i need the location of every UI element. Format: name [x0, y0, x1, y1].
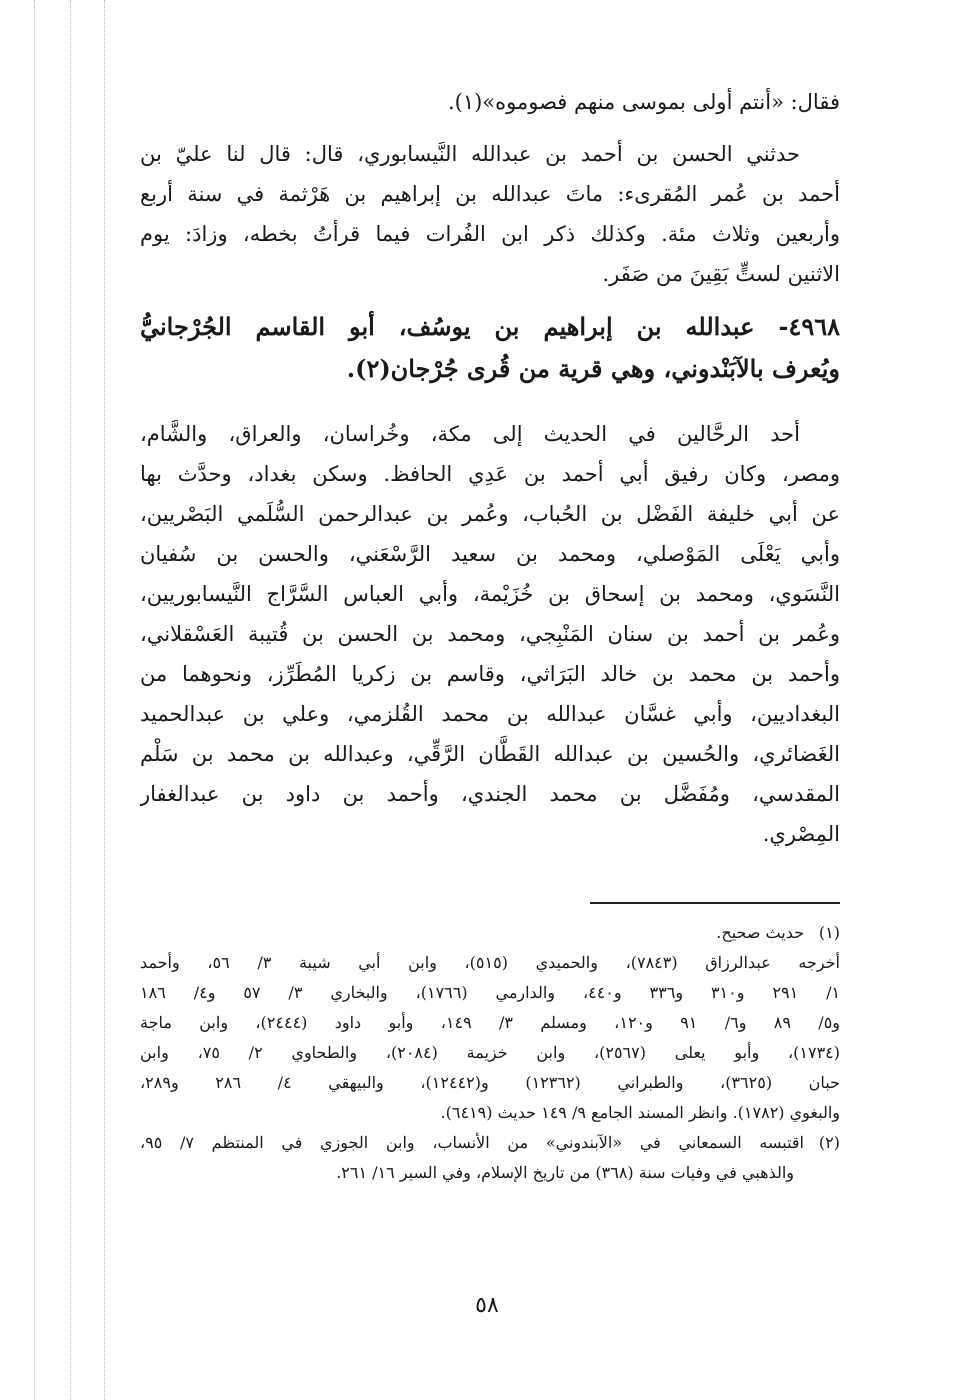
footnote-2 [140, 1128, 840, 1188]
entry-heading [140, 306, 840, 390]
text-line: المقدسي، ومُفَضَّل بن محمد الجندي، وأحمد بن داود بن عبدالغفار [140, 782, 840, 806]
footnote-line: و٥/ ٨٩ و٦/ ٩١ و١٢٠، ومسلم ٣/ ١٤٩، وأبو داود (٢٤٤٤)، وابن ماجة [140, 1013, 840, 1032]
paragraph-biography [140, 414, 840, 854]
heading-line: ويُعرف بالآبَنْدوني، وهي قرية من قُرى جُرْجان(٢). [346, 354, 840, 383]
text-line: ومصر، وكان رفيق أبي أحمد بن عَدِي الحافظ. وسكن بغداد، وحدَّث بها [140, 462, 840, 486]
footnote-line: (١٧٣٤)، وأبو يعلى (٢٥٦٧)، وابن خزيمة (٢٠٨٤)، والطحاوي ٢/ ٧٥، وابن [140, 1043, 840, 1062]
footnote-line [140, 1128, 840, 1158]
footnote-line: والبغوي (١٧٨٢). وانظر المسند الجامع ٩/ ١٤٩ حديث (٦٤١٩). [440, 1103, 840, 1122]
footnote-line: والذهبي في وفيات سنة (٣٦٨) من تاريخ الإسلام، وفي السير ١٦/ ٢٦١. [336, 1163, 794, 1182]
text-line: وعُمر بن أحمد بن سنان المَنْبِجي، ومحمد بن الحسن بن قُتيبة العَسْقلاني، [140, 622, 840, 646]
footnote-text: اقتبسه السمعاني في «الآبندوني» من الأنساب، وابن الجوزي في المنتظم ٧/ ٩٥، [140, 1133, 804, 1152]
text-line: أحمد بن عُمر المُقرىء: ماتَ عبدالله بن إبراهيم بن هَرْثمة في سنة أربع [140, 182, 840, 206]
text-line: البغداديين، وأبي غسَّان عبدالله بن محمد القُلزمي، وعلي بن عبدالحميد [140, 702, 840, 726]
footnote-1 [140, 918, 840, 1128]
paragraph-obituary-date [140, 134, 840, 294]
text-line: عن أبي خليفة الفَضْل بن الحُباب، وعُمر بن عبدالرحمن السُّلَمي البَصْريين، [140, 502, 840, 526]
text-line: فقال: «أنتم أولى بموسى منهم فصوموه»(١). [447, 90, 840, 114]
footnote-line: أخرجه عبدالرزاق (٧٨٤٣)، والحميدي (٥١٥)، وابن أبي شيبة ٣/ ٥٦، وأحمد [140, 953, 840, 972]
footnote-line: حبان (٣٦٢٥)، والطبراني (١٢٣٦٢) و(١٢٤٤٢)، والبيهقي ٤/ ٢٨٦ و٢٨٩، [140, 1073, 840, 1092]
text-line: النَّسَوي، ومحمد بن إسحاق بن خُزَيْمة، وأبي العباس السَّرَّاج النَّيسابوريين، [140, 582, 840, 606]
text-line: أحد الرحَّالين في الحديث إلى مكة، وخُراسان، والعراق، والشَّام، [140, 422, 800, 446]
scan-guide-line [70, 0, 71, 1400]
text-line: وأبي يَعْلَى المَوْصلي، ومحمد بن سعيد الرَّسْعَني، والحسن بن سُفيان [140, 542, 840, 566]
footnote-number: (٢) [818, 1133, 840, 1152]
text-line: حدثني الحسن بن أحمد بن عبدالله النَّيسابوري، قال: قال لنا عليّ بن [140, 142, 800, 166]
text-line: الاثنين لستٍّ بَقِينَ من صَفَر. [602, 262, 840, 286]
scan-guide-line [104, 0, 105, 1400]
page-number: ٥٨ [475, 1293, 499, 1318]
footnote-line: ١/ ٢٩١ و٣١٠ و٣٣٦ و٤٤٠، والدارمي (١٧٦٦)، والبخاري ٣/ ٥٧ و٤/ ١٨٦ [140, 983, 840, 1002]
text-line: الغَضائري، والحُسين بن عبدالله القَطَّان الرَّقِّي، وعبدالله بن محمد بن سَلْم [140, 742, 840, 766]
footnotes [140, 918, 840, 1188]
footnote-line [140, 918, 840, 948]
footnote-separator [590, 902, 840, 904]
top-paragraph [140, 82, 840, 122]
text-line: وأحمد بن محمد بن خالد البَرَاثي، وقاسم بن زكريا المُطَرِّز، ونحوهما من [140, 662, 840, 686]
text-line: وأربعين وثلاث مئة. وكذلك ذكر ابن الفُرات فيما قرأتُ بخطه، وزادَ: يوم [140, 222, 840, 246]
scan-guide-line [34, 0, 35, 1400]
heading-line: ٤٩٦٨- عبدالله بن إبراهيم بن يوسُف، أبو القاسم الجُرْجانيُّ [140, 312, 840, 341]
footnote-text: حديث صحيح. [716, 923, 804, 942]
footnote-number: (١) [818, 923, 840, 942]
text-line: المِصْري. [762, 822, 840, 846]
